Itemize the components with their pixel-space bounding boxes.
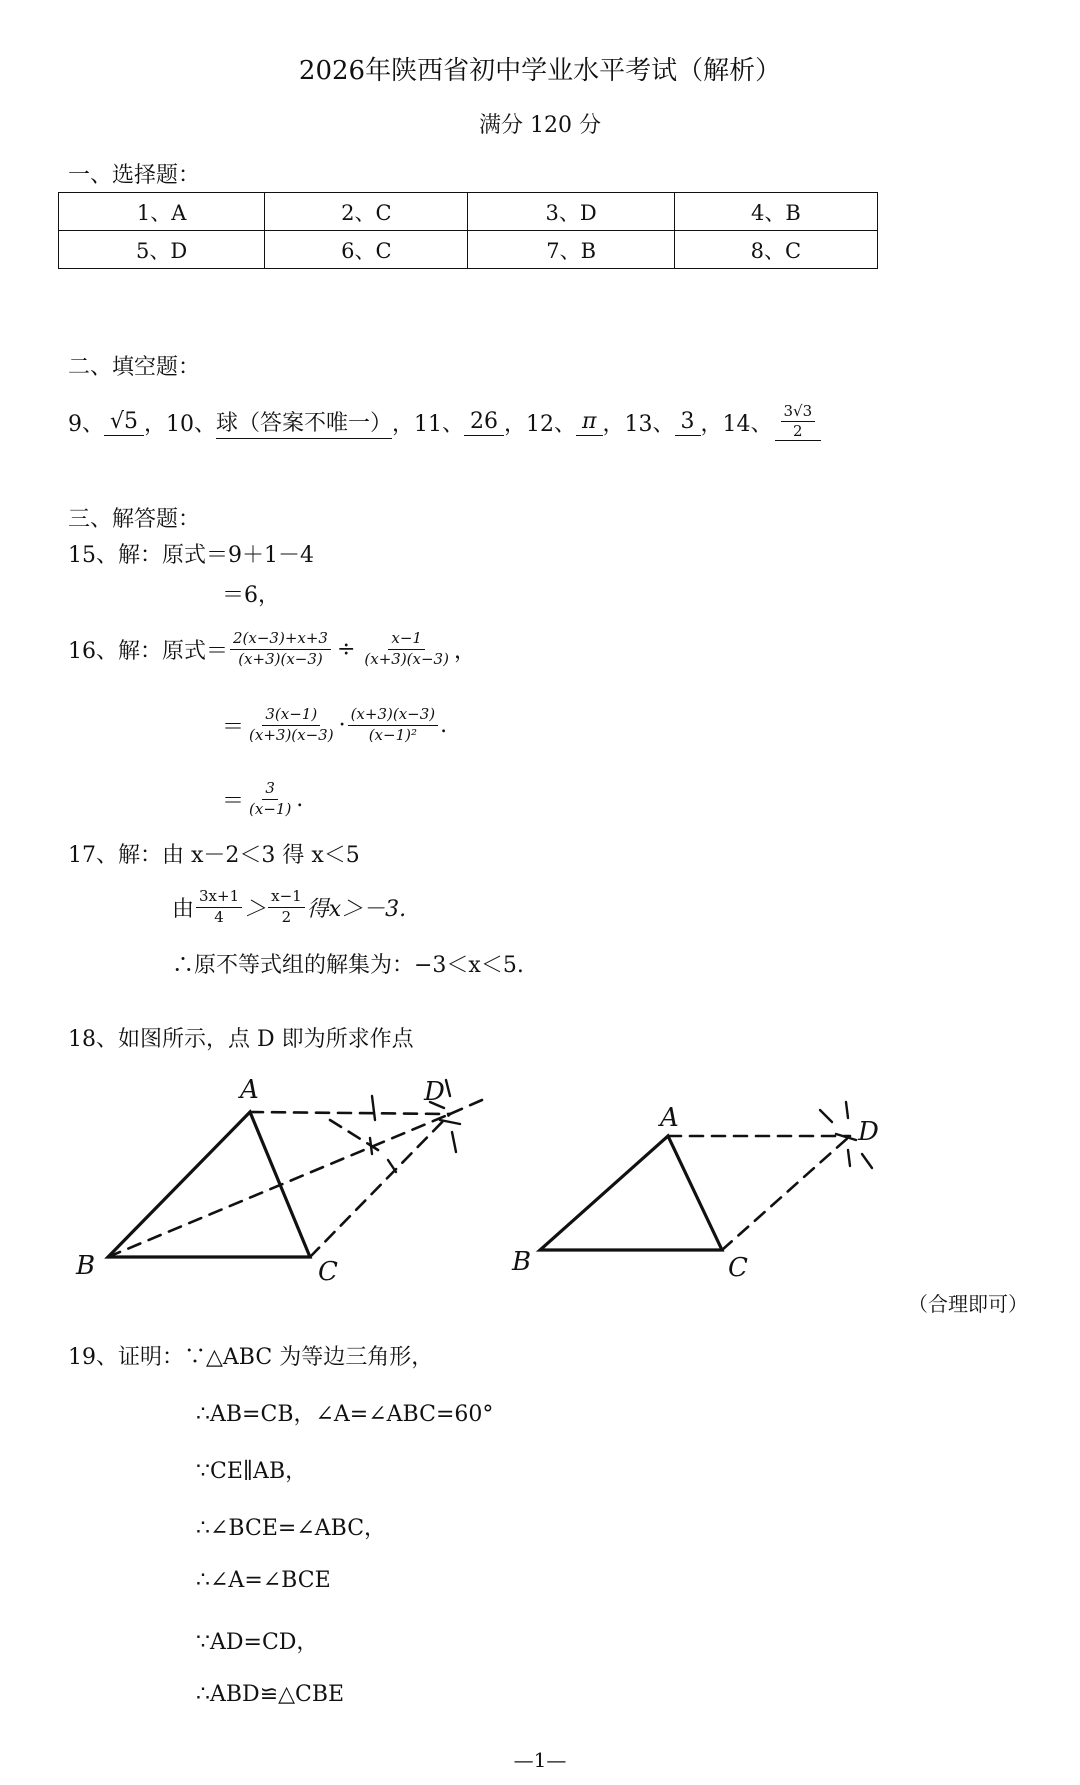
equals-sign: ＝ (222, 788, 245, 814)
q19-line-7: ∴ABD≌△CBE (196, 1682, 345, 1707)
q19-line-5: ∴∠A=∠BCE (196, 1568, 331, 1593)
fraction-numerator: 3 (262, 780, 278, 799)
table-row (59, 193, 878, 231)
fraction-denominator: 2 (793, 422, 803, 440)
fill-answers-line (68, 400, 823, 444)
table-cell: 7、B (468, 231, 674, 269)
page-title: 2026年陕西省初中学业水平考试（解析） (298, 56, 782, 86)
fraction-numerator: x−1 (268, 888, 305, 907)
dashed-line-cd-1 (310, 1114, 450, 1257)
q19-line-2: ∴AB=CB，∠A=∠ABC=60° (196, 1402, 494, 1427)
arc-tick (820, 1110, 832, 1122)
equals-sign: ＝ (222, 714, 245, 740)
q16-line-1 (68, 622, 476, 676)
fraction-numerator: 3x+1 (196, 888, 242, 907)
q19-line-1: 19、证明：∵△ABC 为等边三角形， (68, 1345, 434, 1370)
q16-fraction-2 (361, 630, 452, 668)
punctuation: ， (453, 638, 476, 664)
arc-tick (370, 1138, 372, 1154)
q18-note: （合理即可） (908, 1292, 1028, 1316)
label-d-1: D (424, 1077, 445, 1107)
q19-line-6: ∵AD=CD， (196, 1630, 319, 1655)
fraction-denominator: (x+3)(x−3) (249, 725, 334, 744)
section-choice-heading: 一、选择题： (68, 163, 201, 188)
q15-line-2: ＝6， (222, 583, 280, 608)
q11-answer: 26 (464, 409, 504, 436)
punctuation: . (440, 712, 448, 738)
arc-tick (846, 1102, 848, 1118)
q16-line-2 (222, 698, 447, 752)
table-cell: 2、C (265, 193, 468, 231)
fraction-denominator: (x−1)² (368, 725, 417, 744)
label-a-2: A (660, 1103, 679, 1133)
arc-tick (446, 1080, 450, 1096)
page-subtitle: 满分 120 分 (479, 113, 601, 138)
q17-line-2 (172, 880, 406, 934)
label-b-2: B (512, 1247, 532, 1277)
label-a-1: A (240, 1075, 259, 1105)
multiply-dot: · (338, 712, 346, 738)
divide-sign: ÷ (336, 636, 356, 662)
q17-line-1: 17、解：由 x－2＜3 得 x＜5 (68, 843, 360, 868)
q19-line-4: ∴∠BCE=∠ABC， (196, 1516, 387, 1541)
table-cell: 8、C (674, 231, 877, 269)
q17-post: 得x＞－3. (306, 896, 407, 922)
q16-fraction-1 (230, 630, 331, 668)
q13-answer: 3 (675, 409, 701, 436)
fraction-numerator: 2(x−3)+x+3 (230, 630, 331, 649)
arc-tick (862, 1154, 872, 1168)
q17-line-3: ∴原不等式组的解集为：−3＜x＜5. (172, 953, 524, 978)
fraction-denominator: (x+3)(x−3) (238, 649, 323, 668)
fraction-numerator: (x+3)(x−3) (348, 706, 439, 725)
label-b-1: B (76, 1251, 96, 1281)
fraction-denominator: (x−1) (249, 799, 292, 818)
table-cell: 6、C (265, 231, 468, 269)
q10-label: ，10、 (144, 411, 217, 437)
label-c-2: C (728, 1253, 748, 1283)
arc-tick (388, 1160, 396, 1172)
section-solve-heading: 三、解答题： (68, 507, 201, 532)
q18-construction-figures (0, 1060, 1080, 1310)
triangle-abc-2 (540, 1136, 722, 1250)
punctuation: . (296, 786, 304, 812)
q10-answer: 球（答案不唯一） (216, 406, 392, 439)
q17-fraction-1 (196, 888, 242, 926)
q17-pre: 由 (172, 896, 195, 922)
q17-fraction-2 (268, 888, 305, 926)
dashed-line-ad-1 (250, 1112, 450, 1114)
table-cell: 5、D (59, 231, 265, 269)
dashed-line-cd-2 (722, 1136, 850, 1250)
q13-label: ，13、 (602, 411, 675, 437)
dashed-extension-1 (450, 1100, 482, 1114)
arc-tick (848, 1150, 850, 1166)
q16-line-3 (222, 772, 303, 826)
table-row (59, 231, 878, 269)
fraction-denominator: (x+3)(x−3) (364, 649, 449, 668)
fraction-denominator: 2 (281, 907, 292, 926)
fraction-denominator: 4 (214, 907, 224, 926)
table-cell: 1、A (59, 193, 265, 231)
q18-text: 18、如图所示，点 D 即为所求作点 (68, 1027, 414, 1052)
dashed-line-bd-1 (108, 1114, 450, 1257)
choice-answer-table (58, 192, 878, 269)
q9-label: 9、 (68, 411, 104, 437)
q16-fraction-5 (246, 780, 294, 818)
q19-line-3: ∵CE∥AB， (196, 1459, 308, 1484)
arc-tick (452, 1132, 456, 1152)
greater-sign: ＞ (244, 896, 267, 922)
fraction-numerator: 3(x−1) (262, 706, 320, 725)
fraction-numerator: 3√3 (781, 403, 816, 422)
q14-label: ，14、 (700, 411, 773, 437)
table-cell: 3、D (468, 193, 674, 231)
table-cell: 4、B (674, 193, 877, 231)
q16-fraction-4 (348, 706, 439, 744)
q12-label: ，12、 (504, 411, 577, 437)
label-d-2: D (858, 1117, 879, 1147)
q16-fraction-3 (246, 706, 337, 744)
q14-answer (775, 403, 822, 442)
q16-prefix: 16、解：原式＝ (68, 638, 228, 664)
label-c-1: C (318, 1257, 338, 1287)
arc-tick (372, 1096, 375, 1120)
q12-answer: π (576, 409, 602, 436)
page-number: —1— (513, 1748, 567, 1772)
q9-answer: √5 (104, 409, 144, 436)
fraction-numerator: x−1 (388, 630, 425, 649)
q15-line-1: 15、解：原式＝9＋1－4 (68, 543, 314, 568)
q11-label: ，11、 (392, 411, 465, 437)
section-fill-heading: 二、填空题： (68, 355, 201, 380)
